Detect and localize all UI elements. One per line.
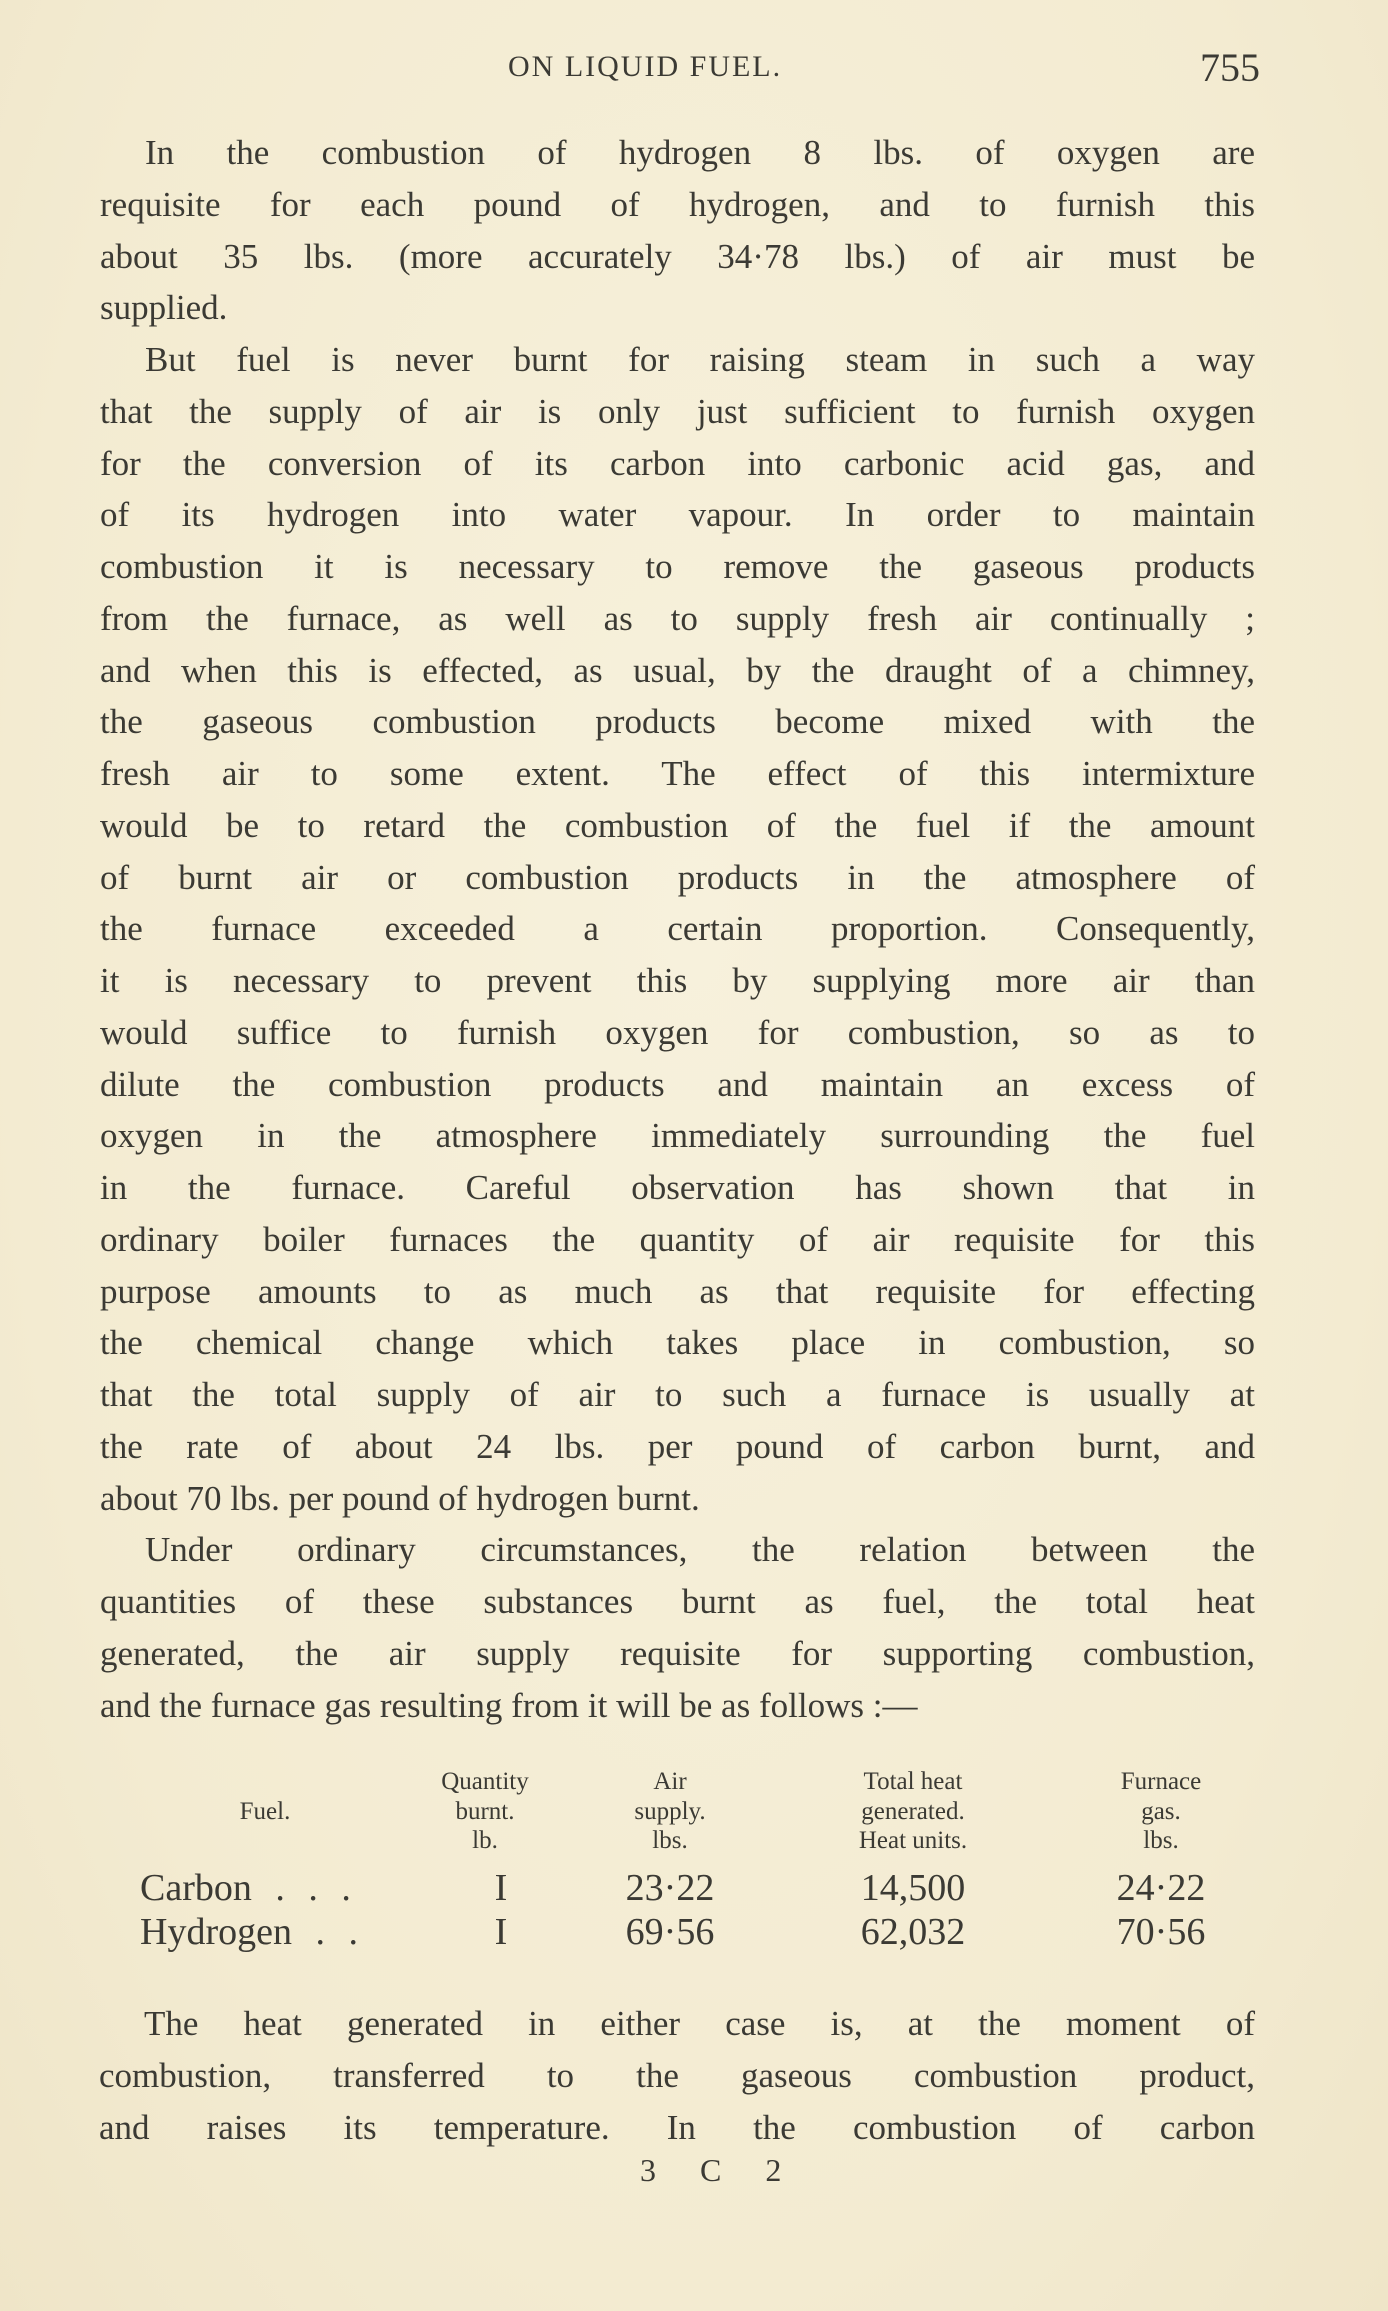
text-line: in the furnace. Careful observation has shown that in (100, 1168, 1255, 1207)
text-line: combustion, transferred to the gaseous combustion product, (99, 2055, 1255, 2095)
text-line: fresh air to some extent. The effect of this intermixture (100, 754, 1255, 793)
text-line: quantities of these substances burnt as fuel, the total heat (100, 1582, 1255, 1621)
cell-gas: 24·22 (1116, 1867, 1206, 1909)
cell-air: 23·22 (625, 1867, 715, 1909)
text-line: oxygen in the atmosphere immediately surrounding the fuel (100, 1116, 1255, 1156)
text-line: would suffice to furnish oxygen for combustion, so as to (100, 1012, 1255, 1052)
page-number: 755 (1200, 45, 1260, 90)
text-line: the gaseous combustion products become mixed with the (100, 702, 1255, 742)
text-line: from the furnace, as well as to supply fresh air continually ; (100, 598, 1255, 638)
table-header-gas: Furnace gas. lbs. (1120, 1768, 1202, 1854)
text-line: would be to retard the combustion of the fuel if the amount (100, 805, 1255, 845)
body-text (100, 127, 1255, 1731)
cell-heat: 14,500 (860, 1867, 966, 1909)
text-line: purpose amounts to as much as that requisite for effecting (100, 1271, 1255, 1311)
text-line: the chemical change which takes place in combustion, so (100, 1323, 1255, 1363)
text-line: The heat generated in either case is, at the moment of (144, 2004, 1255, 2043)
text-line: Under ordinary circumstances, the relation between the (145, 1530, 1255, 1570)
text-line: dilute the combustion products and maintain an excess of (100, 1064, 1255, 1104)
text-line: that the supply of air is only just sufficient to furnish oxygen (100, 391, 1255, 431)
closing-paragraph (99, 1998, 1255, 2153)
text-line: requisite for each pound of hydrogen, and to furnish this (100, 184, 1255, 224)
running-title: ON LIQUID FUEL. (508, 50, 783, 83)
text-line: supplied. (100, 288, 228, 328)
table-header-fuel: Fuel. (239, 1798, 291, 1825)
text-line: of its hydrogen into water vapour. In order to maintain (100, 495, 1255, 535)
cell-quantity: I (494, 1867, 508, 1909)
cell-fuel: Carbon . . . (140, 1867, 351, 1909)
cell-fuel: Hydrogen . . (140, 1911, 358, 1953)
table-header-air: Air supply. lbs. (634, 1768, 706, 1854)
cell-quantity: I (494, 1911, 508, 1953)
text-line: for the conversion of its carbon into carbonic acid gas, and (100, 443, 1255, 483)
text-line: and when this is effected, as usual, by the draught of a chimney, (100, 650, 1255, 690)
text-line: about 70 lbs. per pound of hydrogen burnt. (100, 1478, 700, 1518)
table-header-quantity: Quantity burnt. lb. (441, 1768, 529, 1854)
text-line: generated, the air supply requisite for supporting combustion, (100, 1633, 1255, 1673)
text-line: combustion it is necessary to remove the gaseous products (100, 547, 1255, 586)
text-line: the rate of about 24 lbs. per pound of carbon burnt, and (100, 1426, 1255, 1466)
text-line: it is necessary to prevent this by supplying more air than (100, 961, 1255, 1000)
text-line: and the furnace gas resulting from it will be as follows :— (100, 1685, 918, 1725)
text-line: that the total supply of air to such a furnace is usually at (100, 1375, 1255, 1414)
signature-mark: 3 C 2 (640, 2152, 800, 2188)
cell-air: 69·56 (625, 1911, 715, 1953)
text-line: ordinary boiler furnaces the quantity of air requisite for this (100, 1219, 1255, 1259)
text-line: of burnt air or combustion products in the atmosphere of (100, 857, 1255, 897)
text-line: In the combustion of hydrogen 8 lbs. of oxygen are (145, 133, 1255, 172)
cell-gas: 70·56 (1116, 1911, 1206, 1953)
text-line: and raises its temperature. In the combustion of carbon (99, 2107, 1255, 2147)
text-line: about 35 lbs. (more accurately 34·78 lbs.) of air must be (100, 236, 1255, 276)
text-line: But fuel is never burnt for raising steam in such a way (145, 340, 1255, 379)
text-line: the furnace exceeded a certain proportion. Consequently, (100, 909, 1255, 949)
table-header-heat: Total heat generated. Heat units. (858, 1768, 968, 1854)
cell-heat: 62,032 (860, 1911, 966, 1953)
